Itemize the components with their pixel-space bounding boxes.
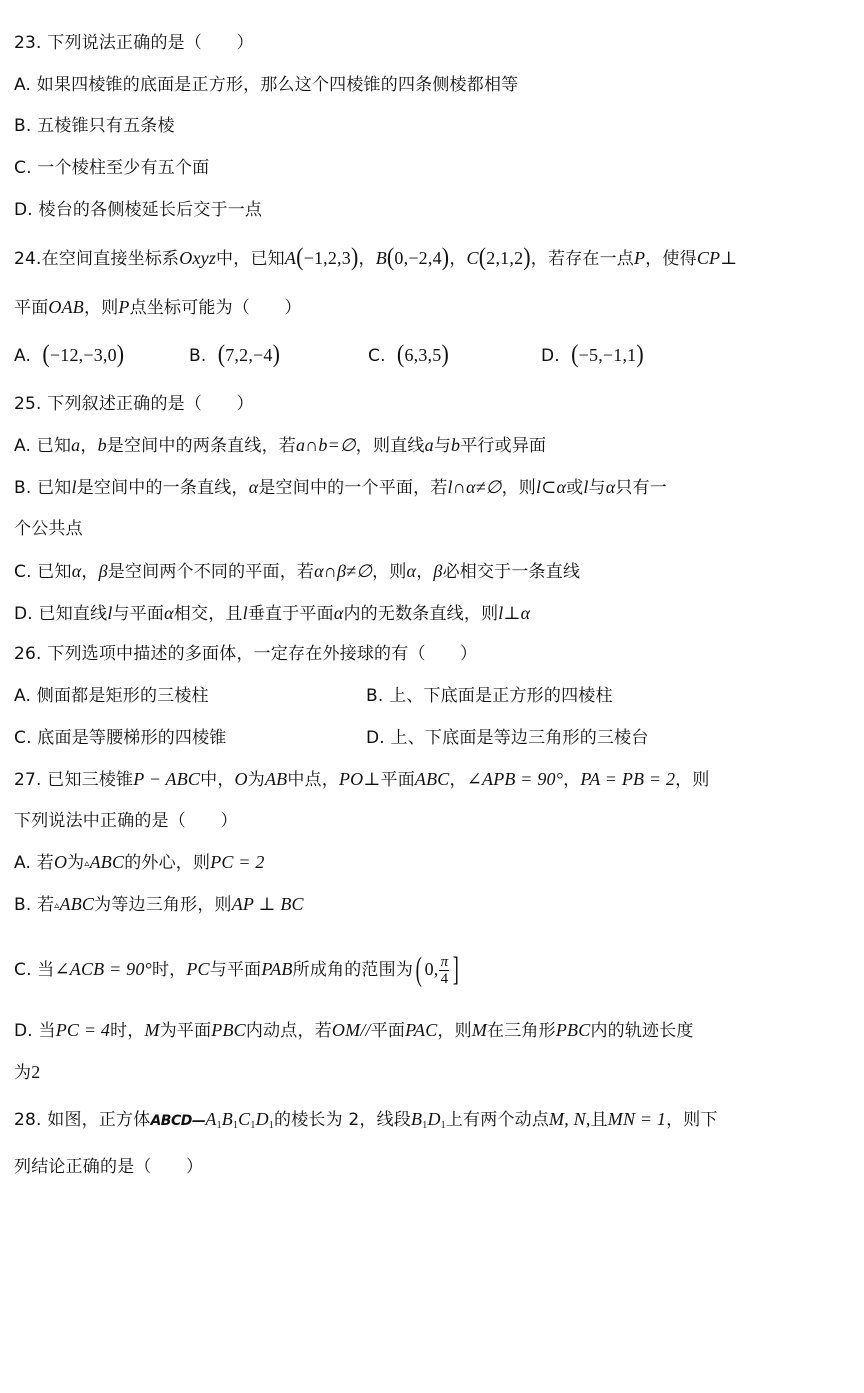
text: 已知三棱锥 [47, 770, 134, 790]
option-text: 如果四棱锥的底面是正方形，那么这个四棱锥的四条侧棱都相等 [36, 75, 519, 95]
question-25-option-b-line1 [14, 475, 667, 499]
option-text: 底面是等腰梯形的四棱锥 [37, 728, 227, 748]
subscript: 1 [250, 1120, 256, 1131]
math-coords-a: −1,2,3 [303, 248, 351, 268]
math-cp: CP [696, 248, 721, 268]
option-text: 棱台的各侧棱延长后交于一点 [38, 200, 263, 220]
math-coords-c: 2,1,2 [486, 248, 524, 268]
question-text: 下列选项中描述的多面体，一定存在外接球的有（ ） [47, 644, 478, 664]
question-24-stem-line1: 24.在空间直接坐标系Oxyz中，已知A(−1,2,3)，B(0,−2,4)，C(2,1,2)，若存在一点P，使得CP⊥ [14, 242, 738, 271]
text: 个公共点 [14, 519, 83, 539]
text: 相交，且 [173, 604, 243, 624]
text: 当 [38, 1021, 56, 1041]
math-expr: l∩α≠∅ [447, 477, 502, 497]
question-28-stem-line1 [14, 1107, 718, 1131]
math-alpha: α [164, 603, 174, 623]
question-25-option-b-line2 [14, 517, 83, 541]
math-oab: OAB [48, 297, 84, 317]
text: 与 [433, 436, 452, 456]
question-27-option-b [14, 892, 304, 916]
fraction-denominator: 4 [440, 970, 449, 987]
math-point-a: A [284, 248, 297, 268]
math-expr: PC = 4 [55, 1020, 111, 1040]
math-value: 2 [31, 1062, 41, 1082]
math-pc: PC [186, 959, 210, 979]
option-label: A. [14, 436, 32, 456]
text: 中点， [287, 770, 339, 790]
math-pab: PAB [261, 959, 293, 979]
math-c1: C [238, 1109, 251, 1129]
question-26-options-row1 [14, 684, 613, 708]
math-alpha: α [333, 603, 344, 623]
subscript: 1 [216, 1120, 222, 1131]
math-a: a [71, 435, 81, 455]
text: 是空间中的一个平面，若 [258, 478, 448, 498]
option-label: A. [14, 346, 32, 366]
math-o: O [234, 769, 248, 789]
question-number: 27. [14, 770, 42, 790]
question-text: 列结论正确的是（ ） [14, 1157, 204, 1177]
subscript: 1 [440, 1120, 446, 1131]
text: 内的无数条直线，则 [343, 604, 499, 624]
subscript: 1 [422, 1120, 428, 1131]
text: ，若存在一点 [530, 249, 634, 269]
option-label: D. [366, 728, 385, 748]
text: 与平面 [209, 960, 262, 980]
text: 平面 [14, 298, 49, 318]
math-alpha: α [605, 477, 616, 497]
math-perp: ⊥ [363, 769, 381, 789]
math-d1: D [255, 1109, 269, 1129]
math-expr: a∩b=∅ [295, 435, 356, 455]
question-27-option-d-line1 [14, 1018, 694, 1042]
question-23-option-a [14, 73, 518, 97]
option-text: 侧面都是矩形的三棱柱 [36, 686, 209, 706]
text: ，则 [84, 298, 119, 318]
option-label: B. [14, 116, 32, 136]
option-label: A. [14, 75, 32, 95]
text: 若 [36, 853, 54, 873]
option-label: B. [14, 895, 32, 915]
question-27-stem-line1 [14, 767, 710, 791]
text: ， [449, 770, 467, 790]
math-a1: A [205, 1109, 217, 1129]
question-26-option-c [14, 728, 227, 748]
math-b1: B [411, 1109, 423, 1129]
option-text: 五棱锥只有五条棱 [37, 116, 175, 136]
question-27-option-a [14, 850, 265, 874]
triangle-icon: ▵ [54, 900, 60, 911]
question-27-stem-line2 [14, 809, 238, 833]
text: 若 [37, 895, 55, 915]
question-23-option-b [14, 114, 175, 138]
text: 必相交于一条直线 [442, 562, 581, 582]
math-pac: PAC [405, 1020, 438, 1040]
text: 是空间中的两条直线，若 [106, 436, 296, 456]
text: 为平面 [159, 1021, 212, 1041]
text: ，则 [437, 1021, 472, 1041]
option-text: 上、下底面是正方形的四棱柱 [389, 686, 613, 706]
text: ，则 [675, 770, 710, 790]
text: ，则 [372, 562, 407, 582]
option-label: B. [189, 346, 207, 366]
text: 中， [200, 770, 235, 790]
question-number: 23. [14, 33, 42, 53]
option-label: D. [541, 346, 560, 366]
option-value: −5,−1,1 [578, 345, 637, 365]
math-abcd: ABCD— [150, 1113, 206, 1129]
text: 已知 [37, 562, 72, 582]
option-value: 6,3,5 [404, 345, 442, 365]
question-26-options-row2 [14, 726, 649, 750]
math-parallel: // [360, 1020, 371, 1040]
question-24-stem-line2 [14, 295, 302, 319]
text: 是空间中的一条直线， [76, 478, 249, 498]
math-ab: AB [264, 769, 288, 789]
math-eq: PA = PB = 2 [580, 769, 676, 789]
text: 如图，正方体 [47, 1110, 151, 1130]
math-l: l [107, 603, 113, 623]
text: 已知 [36, 436, 72, 456]
math-pyramid: P − ABC [133, 769, 201, 789]
text: ，则 [501, 478, 536, 498]
question-26-stem [14, 642, 477, 666]
math-abc: ABC [414, 769, 450, 789]
question-28-stem-line2 [14, 1155, 203, 1179]
text: 已知 [37, 478, 72, 498]
text: 为 [247, 770, 265, 790]
question-26-option-b [366, 684, 613, 708]
math-alpha: α [71, 561, 82, 581]
option-label: C. [14, 158, 32, 178]
math-coords-b: 0,−2,4 [394, 248, 442, 268]
math-expr: α∩β≠∅ [314, 561, 373, 581]
option-text: 一个棱柱至少有五个面 [37, 158, 210, 178]
question-number: 26. [14, 644, 42, 664]
text: 中，已知 [216, 249, 285, 269]
text: 时， [110, 1021, 145, 1041]
text: 点坐标可能为（ ） [129, 298, 302, 318]
text: 内的轨迹长度 [590, 1021, 694, 1041]
option-label: C. [14, 562, 32, 582]
math-l: l [71, 477, 77, 497]
text: 为等边三角形，则 [94, 895, 232, 915]
option-label: A. [14, 686, 32, 706]
question-text: 下列说法中正确的是（ ） [14, 811, 238, 831]
subscript: 1 [232, 1120, 239, 1131]
option-label: C. [14, 960, 32, 980]
math-abc: ABC [59, 894, 95, 914]
text: 平行或异面 [460, 436, 547, 456]
question-24-option-c: C. (6,3,5) [368, 339, 449, 368]
text: ， [416, 562, 434, 582]
math-angle: ∠ACB = 90° [54, 959, 152, 979]
text: 的外心，则 [124, 853, 211, 873]
question-26-option-a [14, 686, 209, 706]
option-text: 上、下底面是等边三角形的三棱台 [390, 728, 649, 748]
text: 只有一 [615, 478, 667, 498]
question-24-option-a: A. (−12,−3,0) [14, 339, 125, 368]
question-24-option-b: B. (7,2,−4) [189, 339, 281, 368]
math-beta: β [433, 561, 443, 581]
text: 已知直线 [38, 604, 108, 624]
math-expr: l⊥α [498, 603, 531, 623]
text: 时， [151, 960, 187, 980]
question-25-option-c [14, 559, 580, 583]
question-24-option-d: D. (−5,−1,1) [541, 339, 644, 368]
question-23-option-c [14, 156, 209, 180]
question-number: 24. [14, 249, 42, 269]
math-point-c: C [466, 248, 479, 268]
text: 是空间两个不同的平面，若 [107, 562, 315, 582]
text: ，则下 [666, 1110, 718, 1130]
math-pbc: PBC [211, 1020, 246, 1040]
option-label: C. [14, 728, 32, 748]
math-point-b: B [375, 248, 387, 268]
math-m: M [471, 1020, 488, 1040]
math-b: b [451, 435, 461, 455]
question-27-option-d-line2 [14, 1060, 40, 1084]
text: ， [563, 770, 581, 790]
math-po: PO [338, 769, 364, 789]
math-perp: ⊥ [720, 248, 738, 268]
text: 为 [14, 1063, 32, 1083]
math-expr: l⊂α [535, 477, 567, 497]
math-angle: ∠APB = 90° [466, 769, 564, 789]
math-alpha: α [406, 561, 417, 581]
math-range-low: 0, [424, 959, 439, 979]
text: 与平面 [112, 604, 165, 624]
text: 且 [590, 1110, 608, 1130]
math-b: b [97, 435, 107, 455]
math-close-bracket: ] [453, 951, 460, 988]
subscript: 1 [268, 1120, 274, 1131]
question-25-stem [14, 392, 254, 416]
math-open-paren: ( [415, 951, 422, 988]
option-label: D. [14, 604, 33, 624]
question-text: 下列叙述正确的是（ ） [47, 394, 254, 414]
question-23-option-d [14, 198, 262, 222]
math-b1d1 [411, 1109, 446, 1129]
math-m: M [144, 1020, 160, 1040]
math-expr: PC = 2 [210, 852, 265, 872]
math-om: OM [331, 1020, 361, 1040]
question-27-option-c [14, 951, 462, 987]
text: 垂直于平面 [247, 604, 334, 624]
text: 或 [566, 478, 584, 498]
text: ， [81, 562, 99, 582]
option-value: 7,2,−4 [225, 345, 273, 365]
text: 在空间直接坐标系 [41, 249, 180, 269]
question-26-option-d [366, 726, 649, 750]
question-25-option-a [14, 433, 546, 457]
math-expr: AP ⊥ BC [231, 894, 304, 914]
option-label: C. [368, 346, 386, 366]
text: 所成角的范围为 [292, 960, 414, 980]
math-l: l [583, 477, 589, 497]
text: 为 [67, 853, 85, 873]
text: 的棱长为 2，线段 [274, 1110, 412, 1130]
triangle-icon: ▵ [84, 858, 90, 869]
text: 内动点，若 [245, 1021, 332, 1041]
math-a1b1c1d1 [205, 1109, 274, 1129]
question-23-stem [14, 31, 254, 55]
math-fraction [439, 954, 449, 987]
math-pbc: PBC [555, 1020, 591, 1040]
math-mn: M, N, [549, 1109, 591, 1129]
math-point-p: P [118, 297, 130, 317]
option-value: −12,−3,0 [49, 345, 117, 365]
option-label: D. [14, 200, 33, 220]
text: ，则直线 [355, 436, 425, 456]
text: 当 [37, 960, 55, 980]
question-number: 25. [14, 394, 42, 414]
math-a: a [424, 435, 434, 455]
math-d1: D [427, 1109, 441, 1129]
text: 平面 [370, 1021, 406, 1041]
question-25-option-d [14, 601, 530, 625]
math-l: l [242, 603, 248, 623]
math-beta: β [98, 561, 108, 581]
math-oxyz: Oxyz [179, 248, 217, 268]
text: 与 [588, 478, 606, 498]
text: ， [80, 436, 98, 456]
option-label: D. [14, 1021, 33, 1041]
option-label: B. [14, 478, 32, 498]
math-point-p: P [634, 248, 646, 268]
math-o: O [53, 852, 68, 872]
fraction-numerator: π [440, 953, 449, 970]
text: ，使得 [645, 249, 697, 269]
math-b1: B [221, 1109, 233, 1129]
option-label: B. [366, 686, 384, 706]
option-label: A. [14, 853, 32, 873]
text: 在三角形 [487, 1021, 556, 1041]
question-text: 下列说法正确的是（ ） [47, 33, 254, 53]
math-abc: ABC [89, 852, 125, 872]
text: 上有两个动点 [445, 1110, 550, 1130]
question-number: 28. [14, 1110, 42, 1130]
math-eq: MN = 1 [607, 1109, 667, 1129]
text: 平面 [380, 770, 415, 790]
math-alpha: α [248, 477, 259, 497]
